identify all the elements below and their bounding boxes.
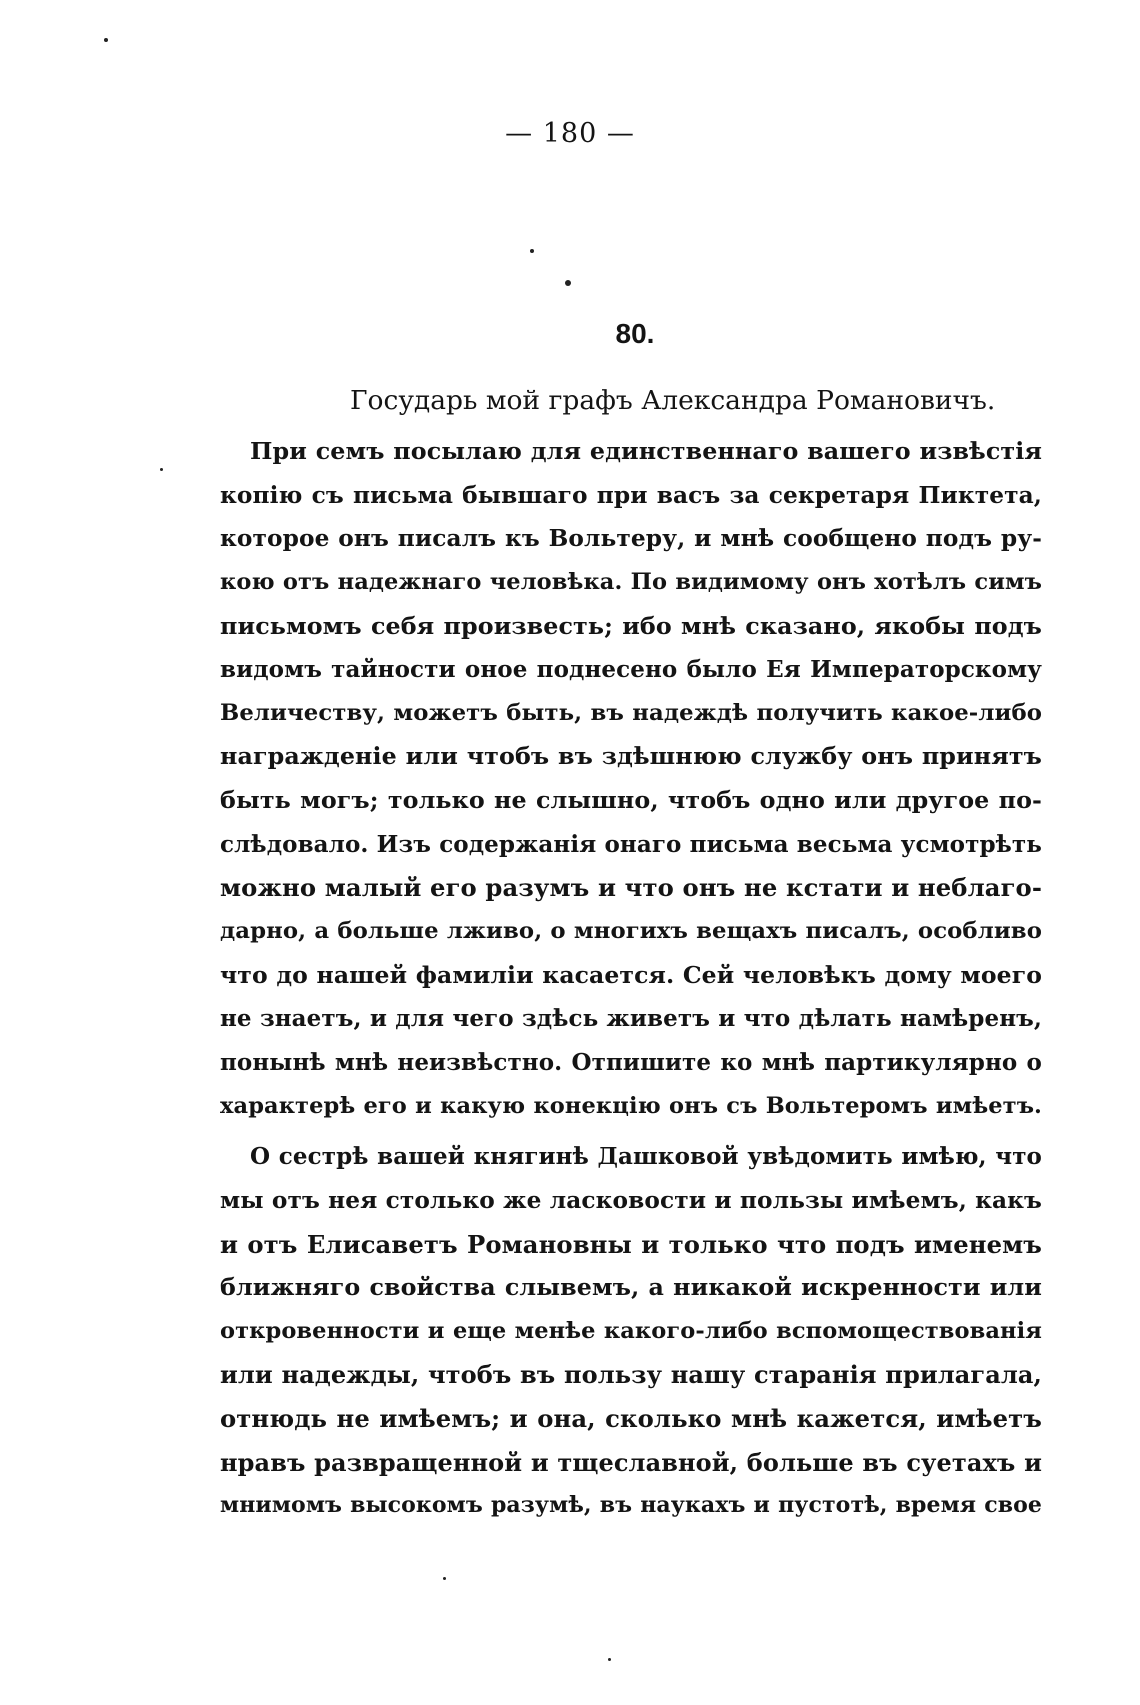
page-number: — 180 — (505, 118, 635, 149)
text-line: откровенности и еще менѣе какого-либо вспомоществованія (220, 1317, 1042, 1344)
text-line: видомъ тайности оное поднесено было Ея Императорскому (220, 656, 1042, 684)
text-line: которое онъ писалъ къ Вольтеру, и мнѣ сообщено подъ ру- (220, 525, 1042, 553)
text-line: награжденіе или чтобъ въ здѣшнюю службу онъ принятъ (220, 742, 1042, 771)
text-line: что до нашей фамиліи касается. Сей человѣкъ дому моего (220, 960, 1042, 989)
text-line: ближняго свойства слывемъ, а никакой искренности или (220, 1273, 1042, 1302)
text-line: быть могъ; только не слышно, чтобъ одно или другое по- (220, 786, 1042, 815)
print-speck (565, 280, 571, 286)
text-line: кою отъ надежнаго человѣка. По видимому онъ хотѣлъ симъ (220, 568, 1042, 595)
print-speck (608, 1658, 611, 1661)
text-line: и отъ Елисаветъ Романовны и только что подъ именемъ (220, 1229, 1042, 1259)
text-line: копію съ письма бывшаго при васъ за секретаря Пиктета, (220, 481, 1042, 509)
letter-body (220, 430, 1042, 1528)
text-line: нравъ развращенной и тщеславной, больше въ суетахъ и (220, 1447, 1042, 1477)
text-line: не знаетъ, и для чего здѣсь живетъ и что дѣлать намѣренъ, (220, 1005, 1042, 1033)
print-speck (443, 1577, 446, 1580)
text-line: характерѣ его и какую конекцію онъ съ Вольтеромъ имѣетъ. (220, 1092, 1042, 1119)
text-line: письмомъ себя произвесть; ибо мнѣ сказано, якобы подъ (220, 611, 1042, 640)
text-line: мы отъ нея столько же ласковости и пользы имѣемъ, какъ (220, 1186, 1042, 1214)
text-line: мнимомъ высокомъ разумѣ, въ наукахъ и пустотѣ, время свое (220, 1492, 1042, 1519)
letter-number: 80. (615, 318, 655, 349)
text-line: дарно, а больше лживо, о многихъ вещахъ писалъ, особливо (220, 918, 1042, 945)
text-line: или надежды, чтобъ въ пользу нашу старанія прилагала, (220, 1360, 1042, 1390)
text-line: слѣдовало. Изъ содержанія онаго письма весьма усмотрѣть (220, 830, 1042, 858)
text-line: О сестрѣ вашей княгинѣ Дашковой увѣдомить имѣю, что (250, 1143, 1042, 1171)
text-line: При семъ посылаю для единственнаго вашего извѣстія (250, 437, 1042, 465)
print-speck (160, 468, 163, 471)
text-line: отнюдь не имѣемъ; и она, сколько мнѣ кажется, имѣетъ (220, 1404, 1042, 1434)
text-line: можно малый его разумъ и что онъ не кстати и неблаго- (220, 873, 1042, 903)
text-line: Величеству, можетъ быть, въ надеждѣ получить какое-либо (220, 699, 1042, 726)
print-speck (104, 38, 108, 42)
salutation: Государь мой графъ Александра Романовичъ. (350, 385, 996, 416)
text-line: понынѣ мнѣ неизвѣстно. Отпишите ко мнѣ партикулярно о (220, 1048, 1042, 1076)
print-speck (530, 249, 534, 253)
